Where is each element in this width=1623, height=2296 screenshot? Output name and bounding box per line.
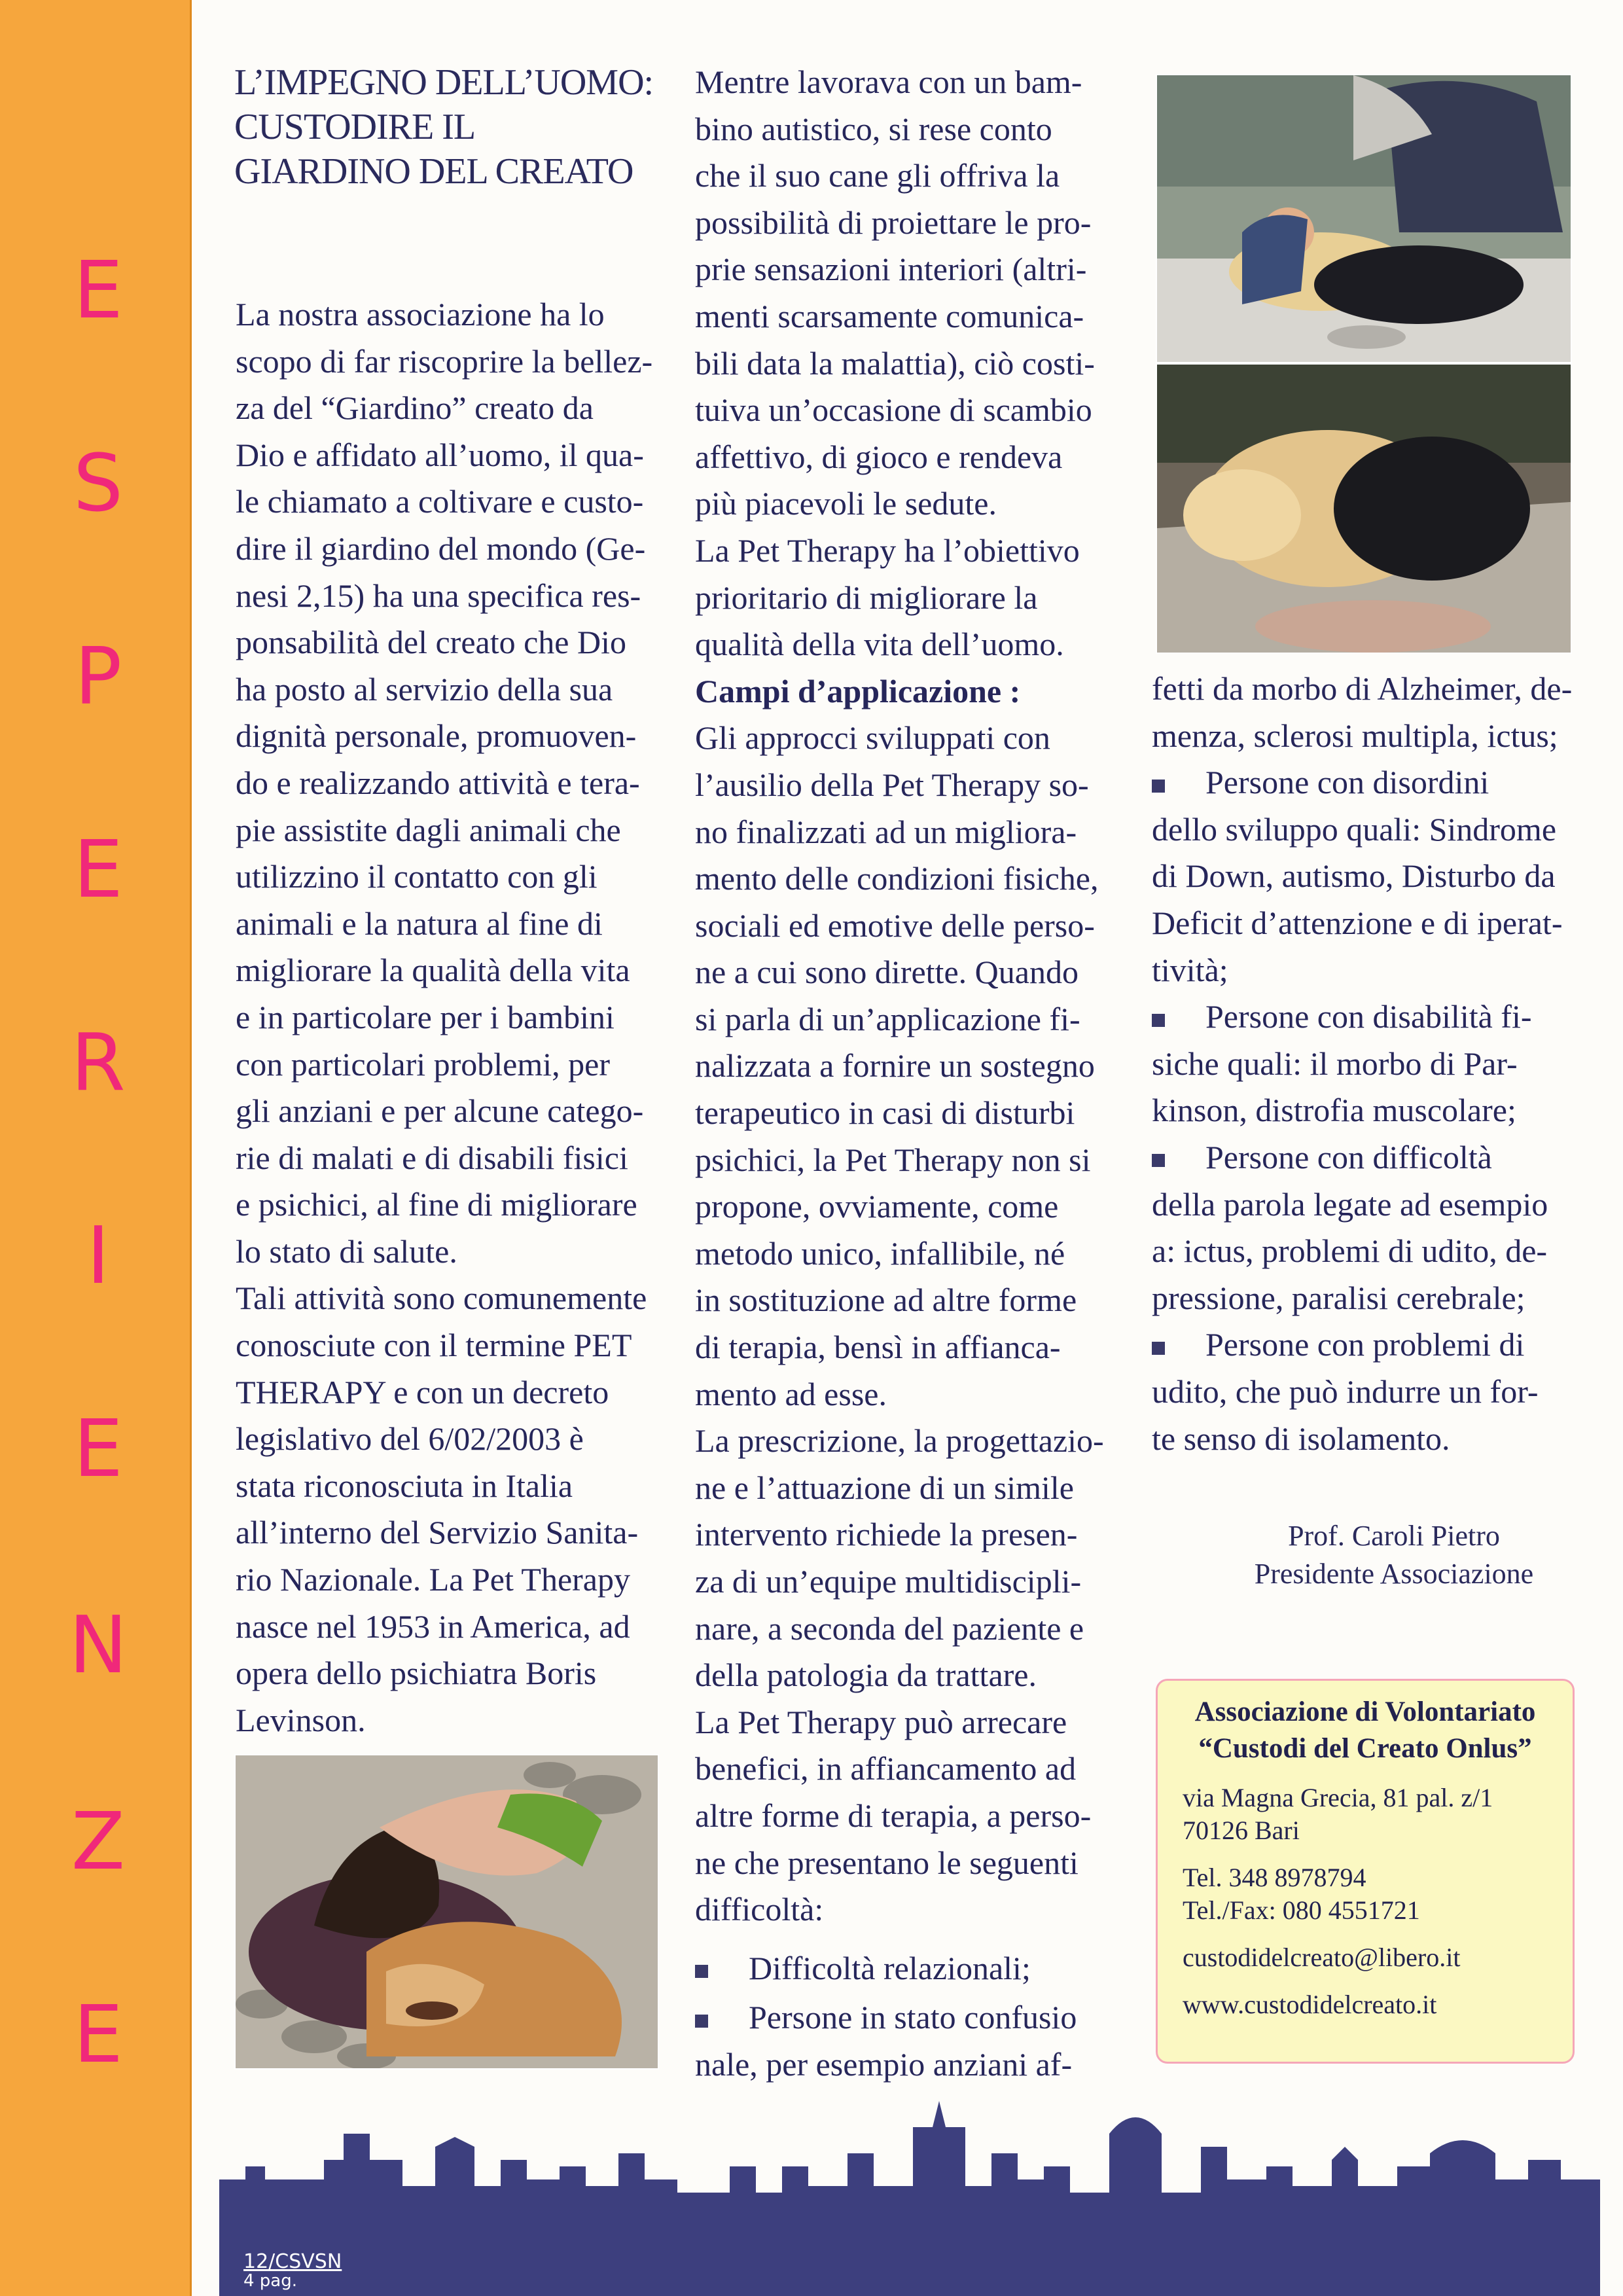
text-line: La Pet Therapy può arrecare xyxy=(695,1703,1067,1740)
text-line: gli anziani e per alcune catego- xyxy=(236,1092,644,1130)
text-line: THERAPY e con un decreto xyxy=(236,1373,609,1410)
sidebar-letter: N xyxy=(69,1600,128,1691)
text-line: La nostra associazione ha lo xyxy=(236,296,605,332)
column-1 xyxy=(236,291,654,1744)
text-line: si parla di un’applicazione fi- xyxy=(695,1000,1080,1037)
photo-sleeping-dogs xyxy=(1156,363,1572,654)
text-line: intervento richiede la presen- xyxy=(695,1516,1078,1553)
text-line: conosciute con il termine PET xyxy=(236,1327,632,1364)
text-line: menza, sclerosi multipla, ictus; xyxy=(1152,717,1558,754)
page-ref: 12/CSVSN xyxy=(243,2250,342,2273)
text-line: della parola legate ad esempio xyxy=(1152,1185,1548,1223)
bullet-text: Persone con disabilità fi- xyxy=(1205,998,1532,1035)
signature-role: Presidente Associazione xyxy=(1254,1558,1534,1590)
bullet-item xyxy=(1152,1134,1574,1181)
text-line: con particolari problemi, per xyxy=(236,1045,610,1083)
bullet-item xyxy=(695,1994,1115,2041)
text-line: pie assistite dagli animali che xyxy=(236,811,621,848)
org-name-line1: Associazione di Volontariato xyxy=(1194,1696,1536,1727)
address-line2: 70126 Bari xyxy=(1183,1816,1300,1845)
bullet-text: Persone con disordini xyxy=(1205,764,1489,801)
text-line: e psichici, al fine di migliorare xyxy=(236,1186,637,1223)
text-line: difficoltà: xyxy=(695,1891,824,1928)
text-line: metodo unico, infallibile, né xyxy=(695,1234,1065,1272)
text-line: Dio e affidato all’uomo, il qua- xyxy=(236,436,644,473)
bullet-text: Persone con difficoltà xyxy=(1205,1138,1492,1175)
photo-boy-with-dogs xyxy=(1156,74,1572,363)
text-line: tività; xyxy=(1152,951,1228,988)
sidebar-letter: E xyxy=(73,245,123,336)
text-line: sociali ed emotive delle perso- xyxy=(695,906,1095,944)
text-line: pressione, paralisi cerebrale; xyxy=(1152,1279,1525,1316)
sidebar-letter: E xyxy=(73,825,123,916)
text-line: za del “Giardino” creato da xyxy=(236,389,594,427)
bullet-item xyxy=(1152,1321,1574,1369)
text-line: qualità della vita dell’uomo. xyxy=(695,626,1064,663)
text-line: Gli approcci sviluppati con xyxy=(695,719,1050,757)
address-line1: via Magna Grecia, 81 pal. z/1 xyxy=(1183,1783,1493,1812)
bullet-item xyxy=(695,1945,1115,1992)
text-line: Levinson. xyxy=(236,1701,366,1738)
text-line: dire il giardino del mondo (Ge- xyxy=(236,529,646,567)
photo-child-with-dog xyxy=(234,1754,659,2070)
text-line: ne e l’attuazione di un simile xyxy=(695,1469,1074,1506)
text-line: psichici, la Pet Therapy non si xyxy=(695,1141,1091,1178)
text-line: prioritario di migliorare la xyxy=(695,579,1038,616)
text-line: ha posto al servizio della sua xyxy=(236,670,613,708)
text-line: prie sensazioni interiori (altri- xyxy=(695,251,1087,288)
text-line: di terapia, bensì in affianca- xyxy=(695,1329,1061,1366)
text-line: nalizzata a fornire un sostegno xyxy=(695,1047,1095,1085)
text-line: l’ausilio della Pet Therapy so- xyxy=(695,766,1089,803)
text-line: di Down, autismo, Disturbo da xyxy=(1152,857,1556,895)
sidebar-letter: I xyxy=(86,1211,110,1302)
text-line: e in particolare per i bambini xyxy=(236,998,615,1035)
skyline-footer xyxy=(219,2088,1600,2296)
text-line: La prescrizione, la progettazio- xyxy=(695,1422,1104,1460)
text-line: nesi 2,15) ha una specifica res- xyxy=(236,577,641,614)
text-line: a: ictus, problemi di udito, de- xyxy=(1152,1232,1548,1270)
text-line: propone, ovviamente, come xyxy=(695,1188,1059,1225)
text-line: kinson, distrofia muscolare; xyxy=(1152,1092,1516,1129)
photo-sleeping-dogs-image xyxy=(1157,365,1571,653)
text-line: nasce nel 1953 in America, ad xyxy=(236,1607,630,1645)
text-line: do e realizzando attività e tera- xyxy=(236,764,640,801)
text-line: scopo di far riscoprire la bellez- xyxy=(236,342,653,380)
text-line: in sostituzione ad altre forme xyxy=(695,1282,1077,1319)
text-line: legislativo del 6/02/2003 è xyxy=(236,1420,584,1458)
page-note: 4 pag. xyxy=(243,2271,298,2291)
text-line: udito, che può indurre un for- xyxy=(1152,1372,1539,1410)
text-line: terapeutico in casi di disturbi xyxy=(695,1094,1075,1132)
phone: Tel. 348 8978794 xyxy=(1183,1863,1366,1892)
text-line: ne che presentano le seguenti xyxy=(695,1844,1079,1881)
email-link[interactable]: custodidelcreato@libero.it xyxy=(1183,1943,1461,1972)
text-line: mento delle condizioni fisiche, xyxy=(695,860,1099,897)
bullet-square-icon xyxy=(695,2015,708,2028)
text-line: no finalizzati ad un migliora- xyxy=(695,813,1077,850)
bullet-text: Difficoltà relazionali; xyxy=(749,1949,1031,1986)
bullet-item xyxy=(1152,759,1574,806)
signature-block xyxy=(1217,1517,1571,1593)
title-line: CUSTODIRE IL xyxy=(234,107,476,147)
text-line: La Pet Therapy ha l’obiettivo xyxy=(695,531,1080,569)
title-line: L’IMPEGNO DELL’UOMO: xyxy=(234,62,654,103)
photo-boy-dogs-image xyxy=(1157,75,1571,362)
text-line: della patologia da trattare. xyxy=(695,1657,1037,1694)
text-line: Deficit d’attenzione e di iperat- xyxy=(1152,904,1563,941)
sidebar-strip xyxy=(0,0,192,2296)
text-line: ponsabilità del creato che Dio xyxy=(236,624,626,661)
bullet-item xyxy=(1152,994,1574,1041)
text-line: possibilità di proiettare le pro- xyxy=(695,204,1092,241)
signature-name: Prof. Caroli Pietro xyxy=(1288,1520,1500,1552)
text-line: dignità personale, promuoven- xyxy=(236,717,637,755)
text-line: Tali attività sono comunemente xyxy=(236,1280,647,1317)
text-line: migliorare la qualità della vita xyxy=(236,952,630,989)
text-line: Campi d’applicazione : xyxy=(695,672,1021,709)
text-line: Mentre lavorava con un bam- xyxy=(695,63,1082,100)
text-line: dello sviluppo quali: Sindrome xyxy=(1152,810,1557,848)
text-line: menti scarsamente comunica- xyxy=(695,297,1084,334)
text-line: nale, per esempio anziani af- xyxy=(695,2045,1073,2083)
text-line: utilizzino il contatto con gli xyxy=(236,858,597,895)
text-line: opera dello psichiatra Boris xyxy=(236,1655,597,1692)
text-line: benefici, in affiancamento ad xyxy=(695,1750,1077,1787)
bullet-square-icon xyxy=(1152,1342,1165,1355)
text-line: bili data la malattia), ciò costi- xyxy=(695,344,1095,382)
text-line: nare, a seconda del paziente e xyxy=(695,1609,1084,1647)
bullet-text: Persone in stato confusio xyxy=(749,1999,1077,2036)
contact-box xyxy=(1156,1679,1575,2064)
text-line: tuiva un’occasione di scambio xyxy=(695,391,1092,429)
sidebar-letter: S xyxy=(73,439,124,529)
sidebar-letter: E xyxy=(73,1404,123,1495)
bullet-square-icon xyxy=(1152,780,1165,793)
sidebar-letter: Z xyxy=(71,1797,126,1888)
website-link[interactable]: www.custodidelcreato.it xyxy=(1183,1990,1437,2019)
sidebar-letter: E xyxy=(73,1990,123,2081)
text-line: za di un’equipe multidiscipli- xyxy=(695,1563,1082,1600)
text-line: rie di malati e di disabili fisici xyxy=(236,1139,628,1176)
bullet-square-icon xyxy=(695,1965,708,1978)
text-line: te senso di isolamento. xyxy=(1152,1420,1450,1457)
bullet-text: Persone con problemi di xyxy=(1205,1326,1525,1363)
sidebar-letter: P xyxy=(74,632,122,723)
bullet-square-icon xyxy=(1152,1014,1165,1027)
text-line: siche quali: il morbo di Par- xyxy=(1152,1045,1518,1082)
text-line: ne a cui sono dirette. Quando xyxy=(695,954,1079,991)
text-line: all’interno del Servizio Sanita- xyxy=(236,1514,639,1551)
text-line: che il suo cane gli offriva la xyxy=(695,157,1060,194)
text-line: affettivo, di gioco e rendeva xyxy=(695,438,1063,475)
text-line: altre forme di terapia, a perso- xyxy=(695,1797,1092,1834)
column-2 xyxy=(695,59,1115,2089)
org-name-line2: “Custodi del Creato Onlus” xyxy=(1198,1733,1532,1764)
column-3 xyxy=(1152,666,1574,1462)
article-title xyxy=(234,60,660,194)
bullet-square-icon xyxy=(1152,1154,1165,1167)
text-line: lo stato di salute. xyxy=(236,1232,457,1270)
text-line: più piacevoli le sedute. xyxy=(695,485,997,522)
text-line: stata riconosciuta in Italia xyxy=(236,1467,573,1504)
sidebar-letter: R xyxy=(71,1018,126,1109)
title-line: GIARDINO DEL CREATO xyxy=(234,151,633,192)
text-line: fetti da morbo di Alzheimer, de- xyxy=(1152,670,1573,707)
text-line: mento ad esse. xyxy=(695,1375,887,1412)
text-line: animali e la natura al fine di xyxy=(236,905,603,942)
text-line: rio Nazionale. La Pet Therapy xyxy=(236,1561,631,1598)
photo-child-dog-image xyxy=(236,1755,658,2068)
text-line: le chiamato a coltivare e custo- xyxy=(236,483,644,520)
fax: Tel./Fax: 080 4551721 xyxy=(1183,1895,1420,1925)
text-line: bino autistico, si rese conto xyxy=(695,110,1052,147)
